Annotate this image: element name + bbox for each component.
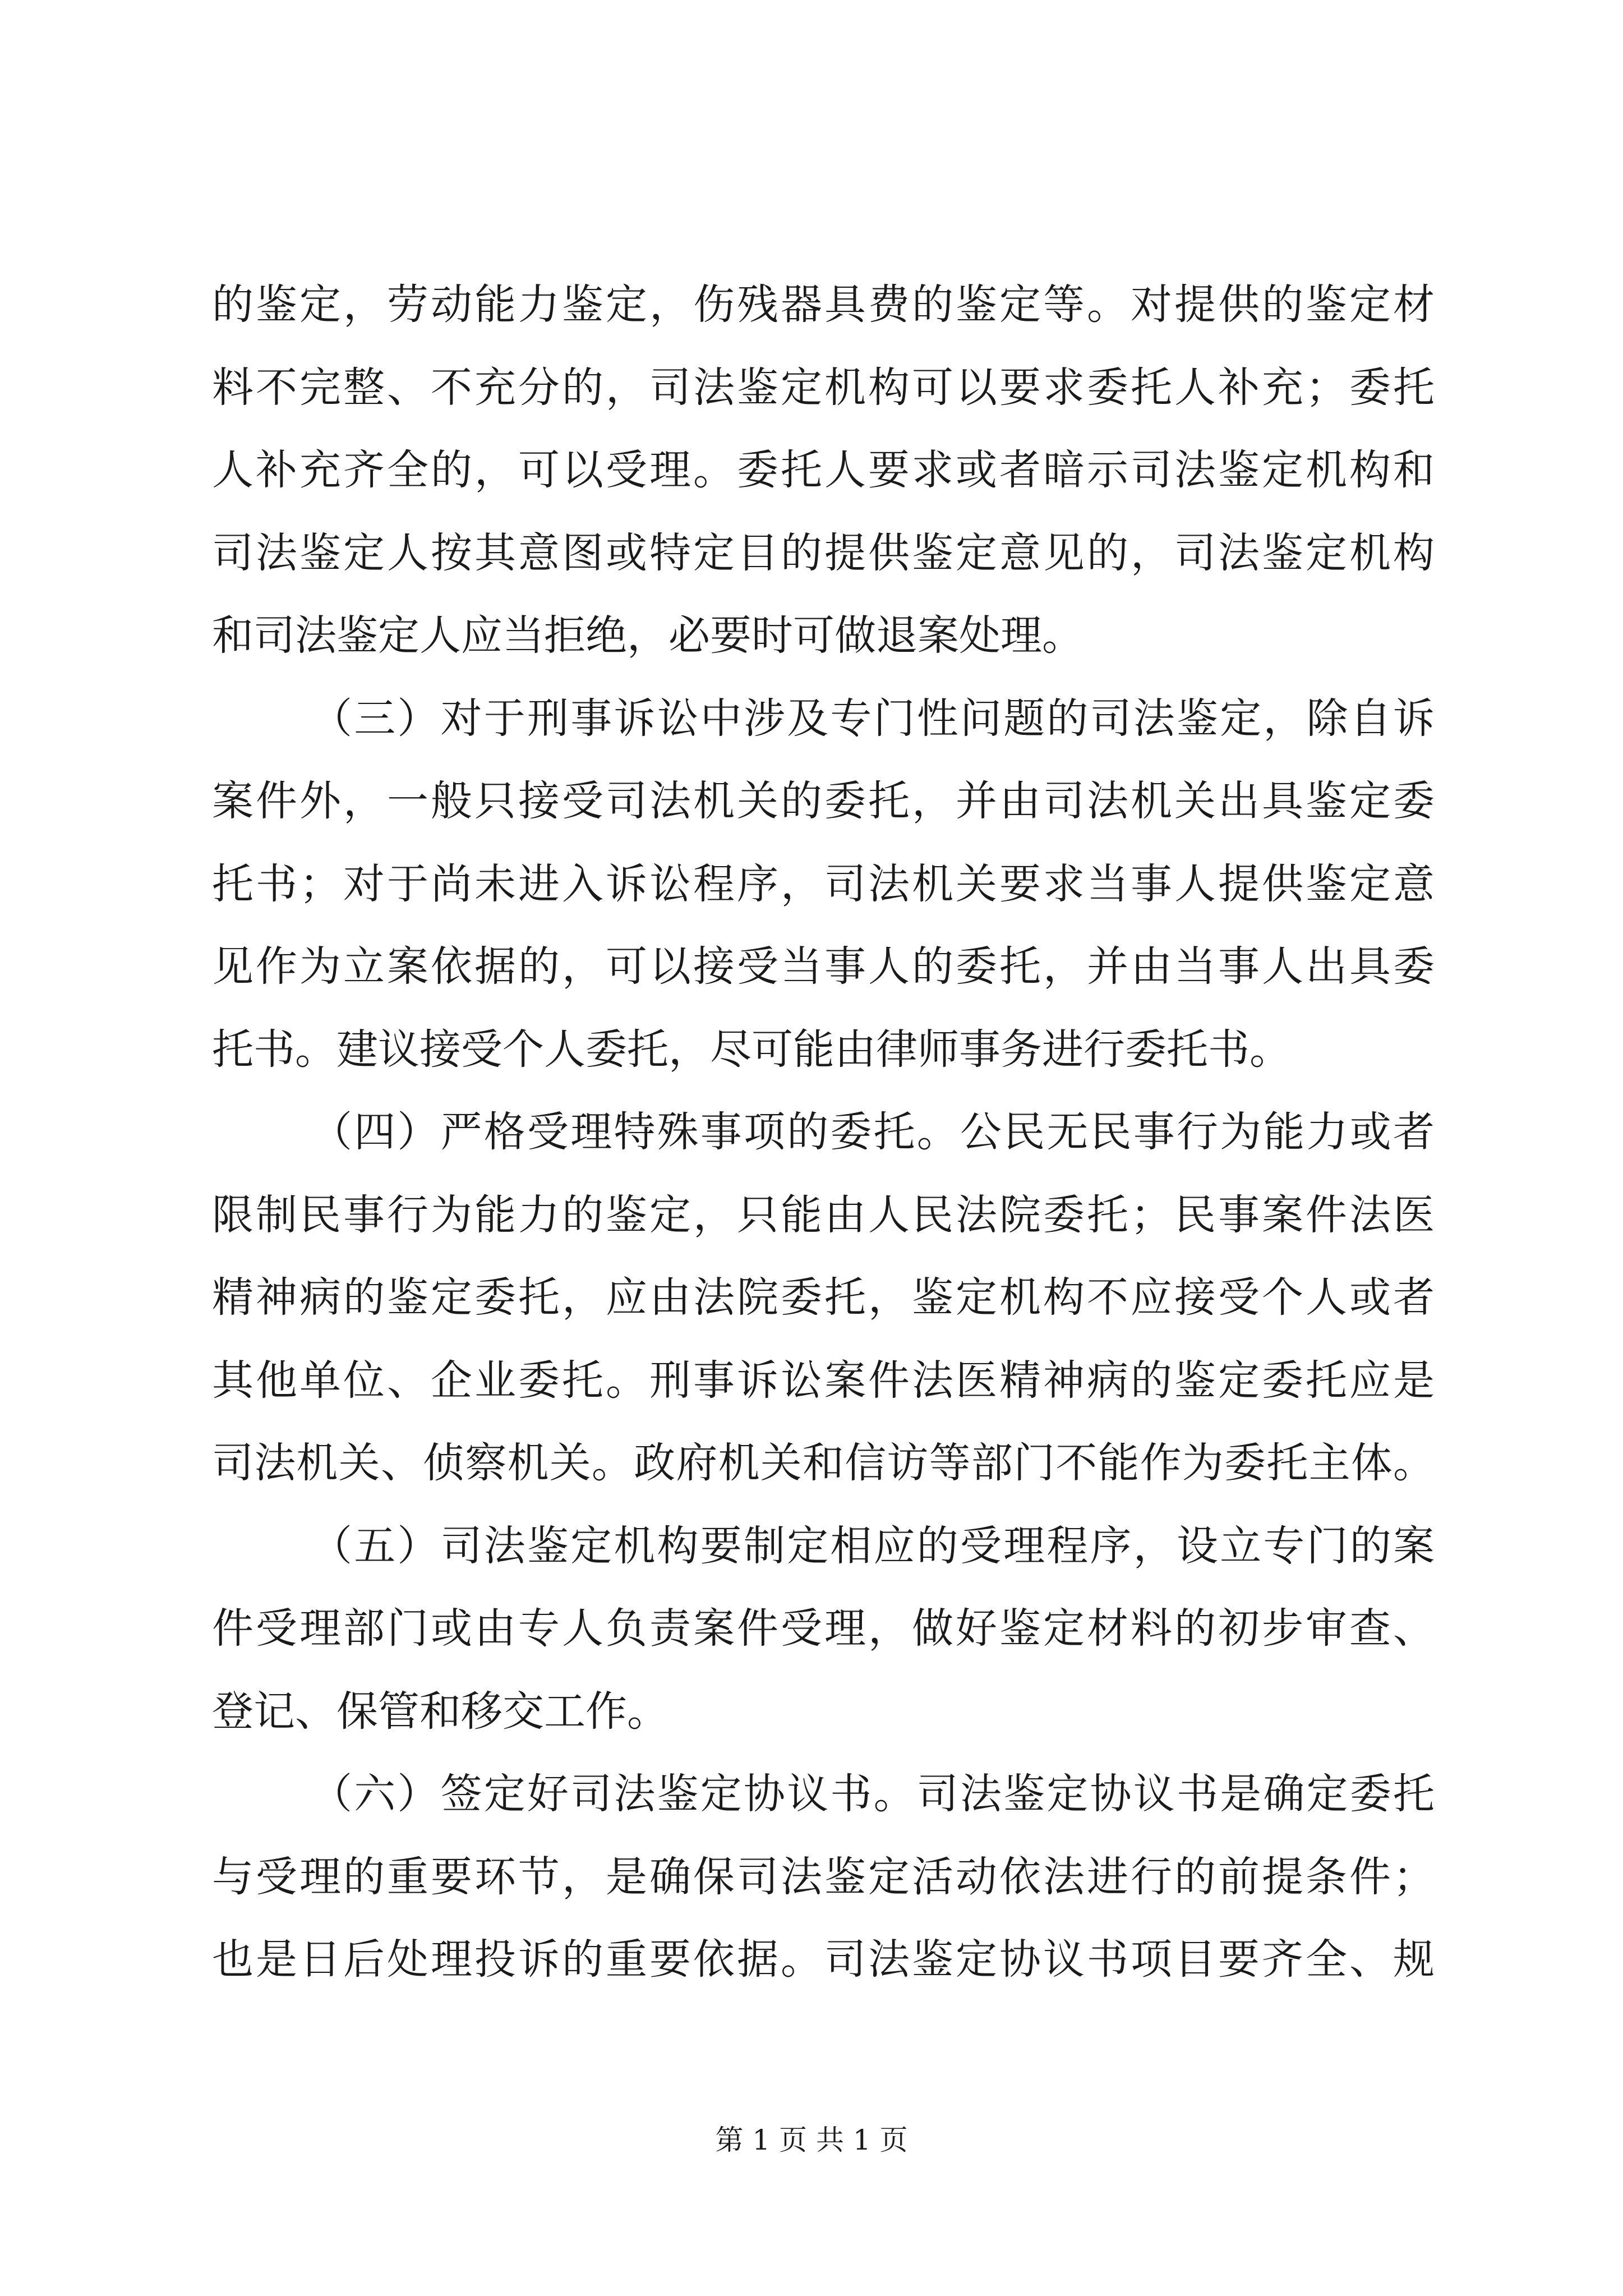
text-line: 登记、保管和移交工作。 [212,1687,668,1736]
paragraph-5 [212,1753,1435,2001]
text-line: 见作为立案依据的，可以接受当事人的委托，并由当事人出具委 [212,942,1435,991]
paragraph-1 [212,264,1435,678]
text-line: 案件外，一般只接受司法机关的委托，并由司法机关出具鉴定委 [212,777,1435,825]
body-text [212,264,1435,2001]
page-number-footer: 第 1 页 共 1 页 [715,2124,908,2156]
text-line: 其他单位、企业委托。刑事诉讼案件法医精神病的鉴定委托应是 [212,1356,1435,1405]
text-line: 也是日后处理投诉的重要依据。司法鉴定协议书项目要齐全、规 [212,1935,1435,1984]
text-line: 限制民事行为能力的鉴定，只能由人民法院委托；民事案件法医 [212,1190,1435,1239]
text-line: 人补充齐全的，可以受理。委托人要求或者暗示司法鉴定机构和 [212,446,1435,494]
text-line: 和司法鉴定人应当拒绝，必要时可做退案处理。 [212,611,1083,660]
paragraph-3 [212,1091,1435,1505]
paragraph-4 [212,1505,1435,1754]
text-line: 件受理部门或由专人负责案件受理，做好鉴定材料的初步审查、 [212,1604,1435,1653]
text-line: 托书；对于尚未进入诉讼程序，司法机关要求当事人提供鉴定意 [212,859,1435,908]
text-line: 的鉴定，劳动能力鉴定，伤残器具费的鉴定等。对提供的鉴定材 [212,280,1435,329]
text-line: 精神病的鉴定委托，应由法院委托，鉴定机构不应接受个人或者 [212,1273,1435,1322]
text-line: （六）签定好司法鉴定协议书。司法鉴定协议书是确定委托 [311,1770,1435,1818]
text-line: （三）对于刑事诉讼中涉及专门性问题的司法鉴定，除自诉 [311,694,1435,743]
text-line: 与受理的重要环节，是确保司法鉴定活动依法进行的前提条件； [212,1852,1435,1901]
text-line: 托书。建议接受个人委托，尽可能由律师事务进行委托书。 [212,1025,1291,1074]
text-line: 料不完整、不充分的，司法鉴定机构可以要求委托人补充；委托 [212,363,1435,412]
text-line: 司法机关、侦察机关。政府机关和信访等部门不能作为委托主体。 [212,1439,1435,1487]
text-line: （四）严格受理特殊事项的委托。公民无民事行为能力或者 [311,1108,1435,1156]
text-line: 司法鉴定人按其意图或特定目的提供鉴定意见的，司法鉴定机构 [212,528,1435,577]
paragraph-2 [212,678,1435,1092]
text-line: （五）司法鉴定机构要制定相应的受理程序，设立专门的案 [311,1521,1435,1570]
